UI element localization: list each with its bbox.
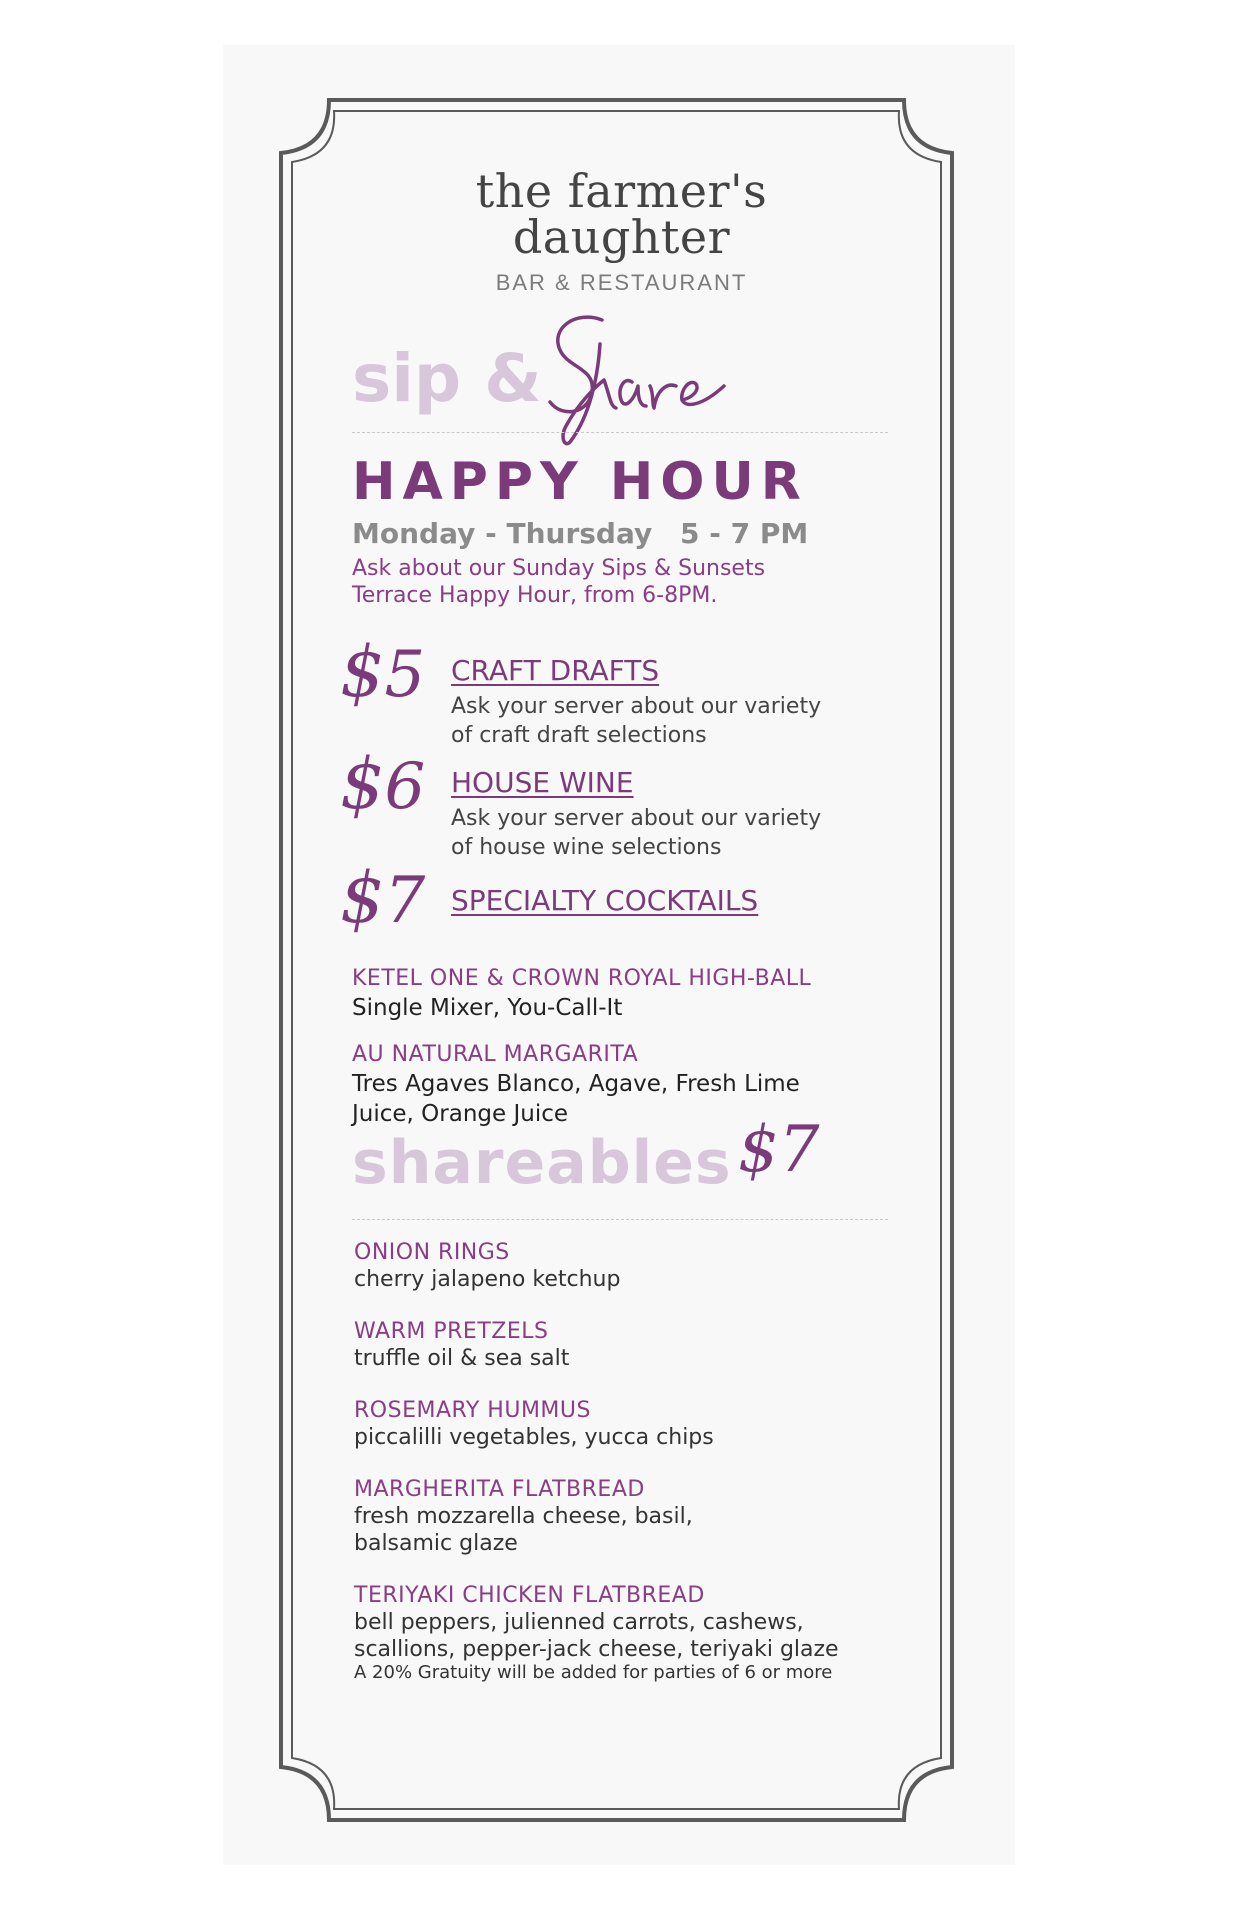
drink-desc-line2: of craft draft selections <box>451 723 707 748</box>
shareable-name: WARM PRETZELS <box>354 1319 549 1344</box>
price-value: 7 <box>778 1113 820 1187</box>
brand-name-line1: the farmer's <box>475 164 768 218</box>
dollar-sign: $ <box>340 631 385 713</box>
shareable-name: ONION RINGS <box>354 1240 510 1265</box>
shareable-name: MARGHERITA FLATBREAD <box>354 1477 645 1502</box>
drink-name-specialty-cocktails: SPECIALTY COCKTAILS <box>451 884 759 917</box>
shareable-desc-line1: cherry jalapeno ketchup <box>354 1267 621 1292</box>
gratuity-note: A 20% Gratuity will be added for parties of 6 or more <box>354 1662 833 1683</box>
drink-name-house-wine: HOUSE WINE <box>451 766 634 799</box>
happy-hour-time: 5 - 7 PM <box>680 517 809 550</box>
sip-heading: sip & <box>352 340 542 417</box>
shareable-desc-line1: bell peppers, julienned carrots, cashews, <box>354 1610 804 1635</box>
price-tag <box>340 743 426 825</box>
brand-tagline: BAR & RESTAURANT <box>495 270 748 295</box>
share-script-logo <box>536 306 736 446</box>
dollar-sign: $ <box>340 743 385 825</box>
price-value: 7 <box>384 864 426 938</box>
drink-name-craft-drafts: CRAFT DRAFTS <box>451 654 660 687</box>
brand-name-line2: daughter <box>512 210 731 264</box>
happy-hour-days: Monday - Thursday <box>352 517 653 550</box>
drink-desc-line2: of house wine selections <box>451 835 722 860</box>
shareable-desc-line2: scallions, pepper-jack cheese, teriyaki glaze <box>354 1637 839 1662</box>
shareable-desc-line2: balsamic glaze <box>354 1531 518 1556</box>
sunday-note-line2: Terrace Happy Hour, from 6-8PM. <box>352 583 718 608</box>
shareable-name: ROSEMARY HUMMUS <box>354 1398 591 1423</box>
happy-hour-title: HAPPY HOUR <box>352 452 808 512</box>
cocktail-desc-line2: Juice, Orange Juice <box>352 1101 569 1127</box>
shareable-name: TERIYAKI CHICKEN FLATBREAD <box>354 1583 705 1608</box>
drink-desc-line1: Ask your server about our variety <box>451 694 822 719</box>
shareable-desc-line1: truffle oil & sea salt <box>354 1346 570 1371</box>
drink-desc-line1: Ask your server about our variety <box>451 806 822 831</box>
cocktail-name: AU NATURAL MARGARITA <box>352 1042 639 1067</box>
price-tag <box>340 631 426 713</box>
sunday-note-line1: Ask about our Sunday Sips & Sunsets <box>352 556 766 581</box>
divider <box>352 432 888 433</box>
cocktail-desc-line1: Tres Agaves Blanco, Agave, Fresh Lime <box>352 1071 800 1097</box>
price-value: 5 <box>384 638 426 712</box>
shareable-desc-line1: fresh mozzarella cheese, basil, <box>354 1504 693 1529</box>
brand-name <box>0 164 1243 264</box>
cocktail-desc-line1: Single Mixer, You-Call-It <box>352 995 623 1021</box>
cocktail-name: KETEL ONE & CROWN ROYAL HIGH-BALL <box>352 966 812 991</box>
shareables-heading: shareables <box>352 1128 732 1198</box>
divider <box>352 1219 888 1220</box>
price-value: 6 <box>384 750 426 824</box>
price-tag <box>340 857 426 939</box>
shareable-desc-line1: piccalilli vegetables, yucca chips <box>354 1425 714 1450</box>
dollar-sign: $ <box>738 1113 779 1187</box>
shareables-price <box>738 1113 820 1187</box>
dollar-sign: $ <box>340 857 385 939</box>
